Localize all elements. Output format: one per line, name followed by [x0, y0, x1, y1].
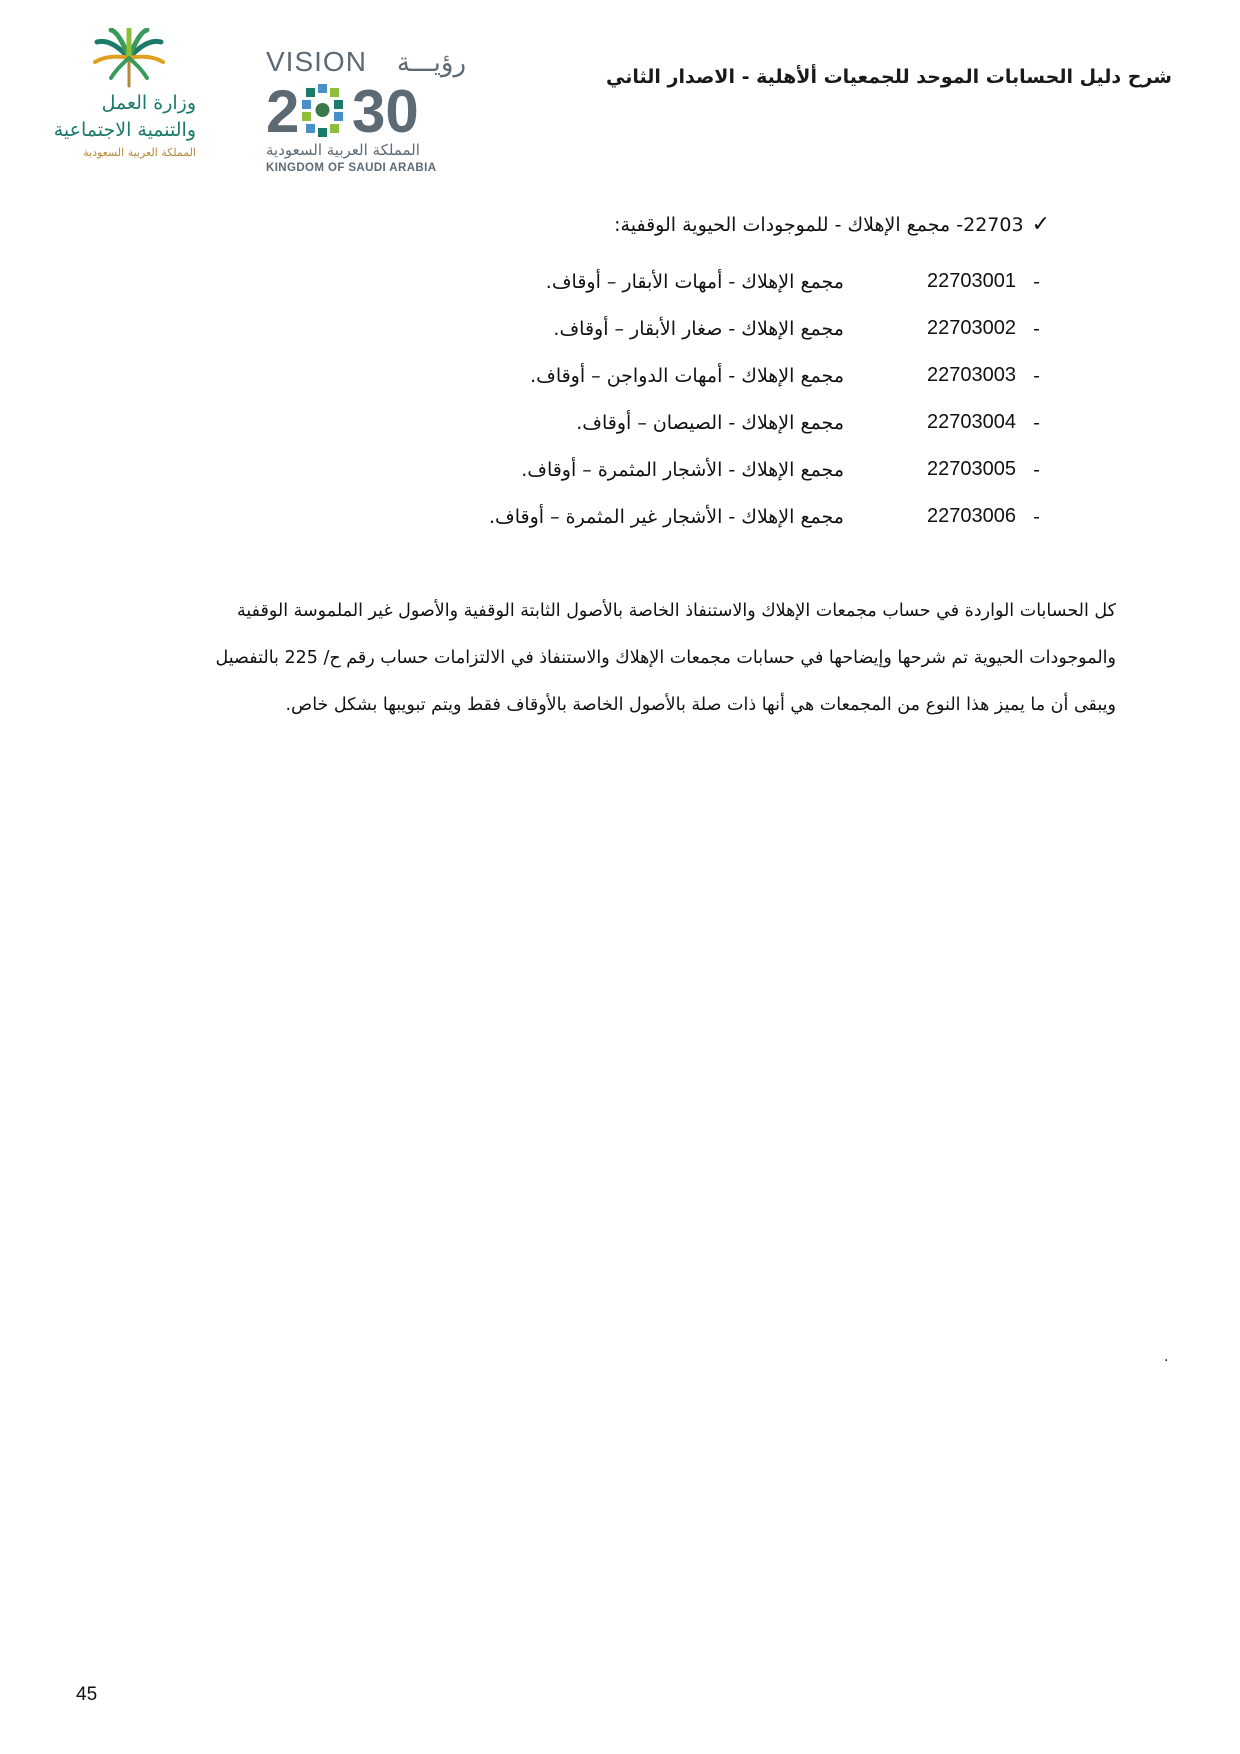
- page-header-title: شرح دليل الحسابات الموحد للجمعيات ألأهلية - الاصدار الثاني: [606, 66, 1172, 88]
- explanatory-paragraph: [76, 588, 1116, 729]
- account-code: 22703006: [927, 505, 1016, 527]
- vision-word-ar: رؤيـــة: [396, 48, 466, 78]
- stray-mark: .: [1164, 1349, 1169, 1365]
- vision-country-ar: المملكة العربية السعودية: [266, 141, 420, 159]
- section-heading: [350, 212, 1050, 237]
- vision-year-right: 30: [352, 80, 419, 140]
- section-heading-text: 22703- مجمع الإهلاك - للموجودات الحيوية الوقفية:: [614, 214, 1024, 236]
- list-dash: -: [1033, 270, 1040, 293]
- list-item: [340, 352, 1040, 399]
- account-name: مجمع الإهلاك - أمهات الأبقار – أوقاف.: [545, 270, 844, 293]
- list-item: [340, 258, 1040, 305]
- palm-tree-icon: [89, 28, 169, 90]
- ministry-country-line: المملكة العربية السعودية: [83, 146, 196, 159]
- vision-year-left: 2: [266, 80, 300, 140]
- account-name: مجمع الإهلاك - أمهات الدواجن – أوقاف.: [530, 364, 844, 387]
- paragraph-line: كل الحسابات الواردة في حساب مجمعات الإهلاك والاستنفاذ الخاصة بالأصول الثابتة الوقفية والأصول غير الملموسة الوقفية: [236, 601, 1116, 621]
- account-name: مجمع الإهلاك - الصيصان – أوقاف.: [576, 411, 844, 434]
- list-dash: -: [1033, 458, 1040, 481]
- vision-word-en: VISION: [266, 46, 367, 77]
- account-code: 22703005: [927, 458, 1016, 480]
- list-item: [340, 399, 1040, 446]
- vision-year: [266, 80, 466, 140]
- page-number: 45: [76, 1684, 98, 1705]
- list-item: [340, 305, 1040, 352]
- account-code: 22703004: [927, 411, 1016, 433]
- list-dash: -: [1033, 505, 1040, 528]
- checkmark-icon: ✓: [1031, 212, 1050, 237]
- paragraph-line: ويبقى أن ما يميز هذا النوع من المجمعات هي أنها ذات صلة بالأصول الخاصة بالأوقاف فقط ويتم تبويبها بشكل خاص.: [285, 695, 1116, 715]
- vision-2030-logo: [266, 44, 466, 184]
- paragraph-line: والموجودات الحيوية تم شرحها وإيضاحها في حسابات مجمعات الإهلاك والاستنفاذ في الالتزامات حساب رقم ح/ 225 بالتفصيل: [215, 648, 1116, 668]
- ministry-name-line1: وزارة العمل: [101, 92, 196, 114]
- account-code: 22703002: [927, 317, 1016, 339]
- emblem-mosaic-icon: [302, 84, 343, 137]
- list-dash: -: [1033, 364, 1040, 387]
- list-dash: -: [1033, 317, 1040, 340]
- list-dash: -: [1033, 411, 1040, 434]
- account-name: مجمع الإهلاك - الأشجار المثمرة – أوقاف.: [521, 458, 844, 481]
- account-name: مجمع الإهلاك - صغار الأبقار – أوقاف.: [553, 317, 844, 340]
- account-code: 22703001: [927, 270, 1016, 292]
- ministry-logo: [44, 28, 214, 178]
- ministry-name-line2: والتنمية الاجتماعية: [53, 119, 196, 141]
- vision-year-graphic: [266, 80, 466, 140]
- account-list: [340, 258, 1040, 540]
- account-code: 22703003: [927, 364, 1016, 386]
- list-item: [340, 493, 1040, 540]
- vision-country-en: KINGDOM OF SAUDI ARABIA: [266, 162, 437, 174]
- account-name: مجمع الإهلاك - الأشجار غير المثمرة – أوقاف.: [489, 505, 844, 528]
- list-item: [340, 446, 1040, 493]
